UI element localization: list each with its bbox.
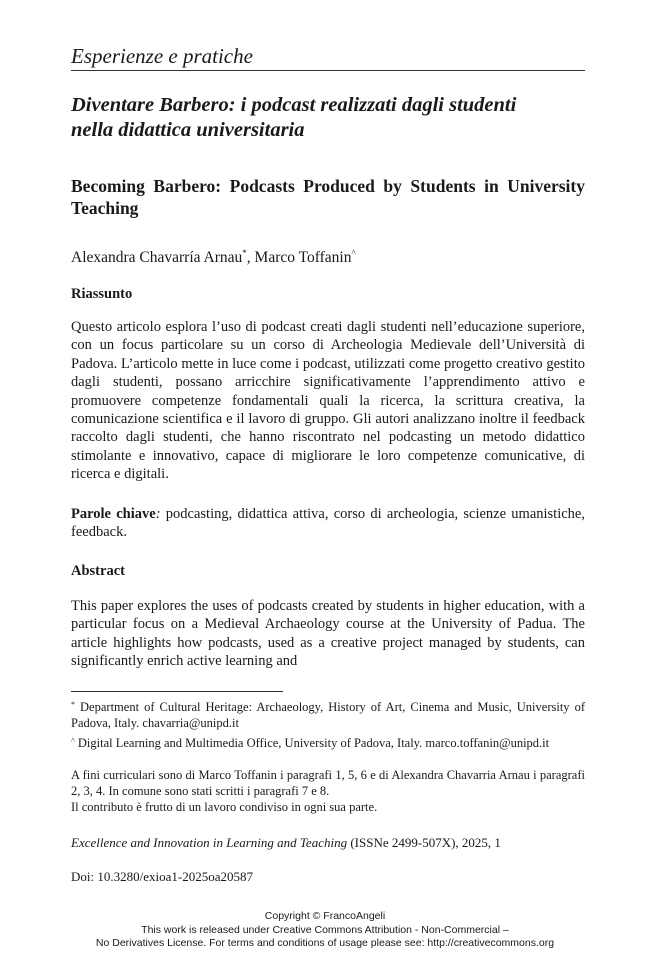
abstract-text: This paper explores the uses of podcasts created by students in higher education, with a particular focus on a Medieval Archaeology course at the University of Padua. The article highlights how podcasts, used as a creative project managed by students, can significantly enrich active learning and — [71, 598, 585, 670]
abstract-heading: Abstract — [71, 563, 125, 579]
riassunto-text: Questo articolo esplora l’uso di podcast creati dagli studenti nell’educazione superiore, con un focus particolare su un corso di Archeologia Medievale dell’Università di Padova. L’articolo mette in luce come i podcast, utilizzati come progetto creativo gestito dagli studenti, possano arricchire significativamente l’apprendimento attivo e promuovere competenze fondamentali quali la ricerca, la scrittura creativa, la comunicazione scientifica e il lavoro di gruppo. Gli autori analizzano inoltre il feedback raccolto dagli studenti, che hanno riscontrato nel podcasting un metodo didattico stimolante e innovativo, capace di migliorare le loro competenze comunicative, di ricerca e digitali. — [71, 319, 585, 483]
footnote-mark: ^ — [71, 736, 75, 745]
footnote-3: A fini curriculari sono di Marco Toffanin i paragrafi 1, 5, 6 e di Alexandra Chavarria Arnau i paragrafi 2, 3, 4. In comune sono stati scritti i paragrafi 7 e 8. — [71, 768, 585, 798]
footnote-2 — [71, 733, 585, 751]
license-line: No Derivatives License. For terms and conditions of usage please see: http://creativecommons.org — [95, 937, 555, 949]
license-line: This work is released under Creative Commons Attribution - Non-Commercial – — [141, 923, 509, 936]
english-title: Becoming Barbero: Podcasts Produced by Students in University Teaching — [71, 176, 585, 218]
keywords-paragraph — [71, 505, 585, 542]
author-separator: , — [246, 249, 255, 266]
riassunto-heading: Riassunto — [71, 286, 133, 302]
footnote-1 — [71, 697, 585, 731]
journal-details: (ISSNe 2499-507X), 2025, 1 — [347, 835, 501, 850]
author-affiliation-mark: * — [242, 248, 247, 258]
author-name: Marco Toffanin — [254, 249, 352, 266]
copyright-line: Copyright © FrancoAngeli — [264, 910, 386, 922]
doi-line: Doi: 10.3280/exioa1-2025oa20587 — [71, 869, 253, 884]
keywords-text: podcasting, didattica attiva, corso di archeologia, scienze umanistiche, feedback. — [71, 506, 585, 541]
footnote-mark: * — [71, 700, 75, 709]
footnote-text: Department of Cultural Heritage: Archaeology, History of Art, Cinema and Music, University of Padova, Italy. chavarria@unipd.it — [71, 700, 585, 730]
keywords-label: Parole chiave — [71, 506, 156, 522]
footnote-4: Il contributo è frutto di un lavoro condiviso in ogni sua parte. — [71, 800, 378, 814]
journal-citation — [71, 835, 585, 851]
italian-title-line-2: nella didattica universitaria — [71, 119, 305, 141]
author-name: Alexandra Chavarría Arnau — [71, 249, 243, 266]
keywords-colon: : — [155, 506, 161, 522]
footnote-text: Digital Learning and Multimedia Office, University of Padova, Italy. marco.toffanin@unipd.it — [74, 736, 550, 750]
author-affiliation-mark: ^ — [351, 248, 356, 258]
journal-name: Excellence and Innovation in Learning and Teaching — [71, 835, 348, 850]
license-notice — [0, 910, 650, 951]
section-header: Esperienze e pratiche — [71, 43, 585, 71]
footnote-divider — [71, 691, 283, 692]
italian-title-line-1: Diventare Barbero: i podcast realizzati dagli studenti — [71, 94, 517, 116]
italian-title — [71, 93, 591, 143]
author-line — [71, 243, 585, 268]
